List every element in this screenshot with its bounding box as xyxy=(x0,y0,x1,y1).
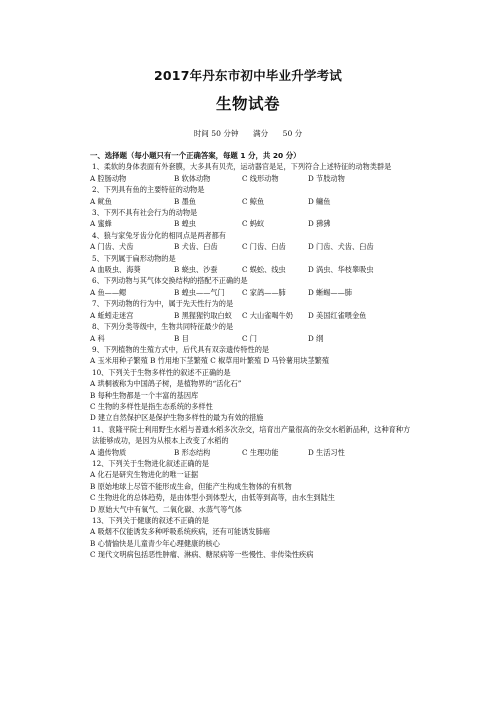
option-b: B 黑猩猩钓取白蚁 xyxy=(174,310,232,320)
option-b: B 心情愉快是儿童青少年心理健康的核心 xyxy=(90,538,220,548)
question-stem: 3、下列不具有社会行为的动物是 xyxy=(92,208,198,218)
option-d: D 狒狒 xyxy=(308,219,331,229)
option-a: A 蚯蚓走迷宫 xyxy=(90,310,134,320)
question-stem: 7、下列动物的行为中，属于先天性行为的是 xyxy=(92,299,234,309)
option-a: A 玉米用种子繁殖 xyxy=(90,356,148,366)
question-options xyxy=(86,310,416,321)
question-options xyxy=(86,196,416,207)
option-c: C 生物进化的总体趋势，是由体型小到体型大，由低等到高等，由水生到陆生 xyxy=(90,493,335,503)
option-a: A 腔肠动物 xyxy=(90,173,127,183)
option-a: A 科 xyxy=(90,333,105,343)
option-c: C 蚂蚁 xyxy=(242,219,265,229)
option-c: C 家鸽——肺 xyxy=(242,287,286,297)
option-d: D 涡虫、华枝睾吸虫 xyxy=(308,265,374,275)
question-stem: 12、下列关于生物进化叙述正确的是 xyxy=(92,458,209,468)
option-c: C 门齿、臼齿 xyxy=(242,242,286,252)
option-d: D 原始大气中有氧气、二氧化碳、水蒸气等气体 xyxy=(90,504,242,514)
option-a: A 遗传物质 xyxy=(90,447,127,457)
option-d: D 门齿、犬齿、臼齿 xyxy=(308,242,374,252)
option-c: C 现代文明病包括恶性肿瘤、淋病、糖尿病等一些慢性、非传染性疾病 xyxy=(90,550,314,560)
option-d: D 生活习性 xyxy=(308,447,345,457)
option-d: D 美国红雀喂金鱼 xyxy=(308,310,367,320)
exam-time: 时间 50 分钟 xyxy=(193,129,239,138)
exam-meta xyxy=(0,128,496,139)
question-stem: 5、下列属于扁形动物的是 xyxy=(92,253,176,263)
option-b: B 蝗虫——气门 xyxy=(174,287,225,297)
option-c: C 鲸鱼 xyxy=(242,196,265,206)
question-options xyxy=(86,173,416,184)
option-d: D 建立自然保护区是保护生物多样性的最为有效的措施 xyxy=(90,413,264,423)
option-a: A 珙桐被称为中国鸽子树，是植物界的“活化石” xyxy=(90,379,242,389)
option-b: B 形态结构 xyxy=(174,447,211,457)
question-options xyxy=(86,264,416,275)
exam-subtitle: 生物试卷 xyxy=(215,95,280,113)
option-a: A 吸烟不仅能诱发多种呼吸系统疾病，还有可能诱发肺癌 xyxy=(90,527,270,537)
option-c: C 大山雀喝牛奶 xyxy=(242,310,293,320)
question-stem: 10、下列关于生物多样性的叙述不正确的是 xyxy=(92,367,231,377)
option-d: D 纲 xyxy=(308,333,324,343)
option-d: D 节肢动物 xyxy=(308,173,345,183)
question-stem: 6、下列动物与其气体交换结构的搭配不正确的是 xyxy=(92,276,248,286)
question-options xyxy=(86,355,416,366)
option-c: C 蜈蚣、线虫 xyxy=(242,265,286,275)
option-d: D 鳙鱼 xyxy=(308,196,331,206)
question-options xyxy=(86,447,416,458)
question-options xyxy=(86,241,416,252)
option-b: B 每种生物都是一个丰富的基因库 xyxy=(90,390,199,400)
section-heading: 一、选择题（每小题只有一个正确答案，每题 1 分，共 20 分） xyxy=(90,151,301,160)
option-b: B 原始地球上尽管不能形成生命，但能产生构成生物体的有机物 xyxy=(90,481,292,491)
option-c: C 生物的多样性是指生态系统的多样性 xyxy=(90,401,213,411)
exam-body xyxy=(86,150,416,561)
question-stem: 11、袁隆平院士利用野生水稻与普通水稻多次杂交，培育出产量很高的杂交水稻新品种，这种育种方法能够成功，是因为从根本上改变了水稻的 xyxy=(92,424,411,446)
question-options xyxy=(86,218,416,229)
option-a: A 门齿、犬齿 xyxy=(90,242,134,252)
option-c: C 椒草用叶繁殖 xyxy=(210,356,262,366)
question-stem: 9、下列植物的生殖方式中，后代具有双亲遗传特性的是 xyxy=(92,344,270,354)
option-a: A 鱿鱼 xyxy=(90,196,112,206)
question-stem: 4、狼与家兔牙齿分化的相同点是两者都有 xyxy=(92,230,226,240)
question-stem: 1、柔软的身体表面有外套膜，大多具有贝壳，运动器官是足，下列符合上述特征的动物类群是 xyxy=(92,162,392,172)
option-c: C 门 xyxy=(242,333,257,343)
option-c: C 生理功能 xyxy=(242,447,279,457)
option-b: B 竹用地下茎繁殖 xyxy=(150,356,208,366)
option-a: A 血吸虫、海葵 xyxy=(90,265,141,275)
question-options xyxy=(86,333,416,344)
question-stem: 8、下列分类等级中，生物共同特征最少的是 xyxy=(92,322,234,332)
option-b: B 墨鱼 xyxy=(174,196,196,206)
exam-score-label: 满分 xyxy=(253,129,269,138)
option-b: B 蝗虫 xyxy=(174,219,196,229)
option-a: A 化石是研究生物进化的唯一证据 xyxy=(90,470,199,480)
option-d: D 马铃薯用块茎繁殖 xyxy=(263,356,330,366)
question-stem: 13、下列关于健康的叙述不正确的是 xyxy=(92,516,209,525)
option-b: B 软体动物 xyxy=(174,173,211,183)
question-options xyxy=(86,287,416,298)
option-b: B 目 xyxy=(174,333,189,343)
exam-title: 2017年丹东市初中毕业升学考试 xyxy=(154,68,342,83)
option-b: B 犬齿、臼齿 xyxy=(174,242,218,252)
option-d: D 蜥蜴——肺 xyxy=(308,287,352,297)
option-b: B 蛲虫、沙蚕 xyxy=(174,265,218,275)
option-c: C 线形动物 xyxy=(242,173,279,183)
exam-score-value: 50 分 xyxy=(282,129,303,138)
question-stem: 2、下列具有鱼的主要特征的动物是 xyxy=(92,185,205,195)
option-a: A 鱼——鳃 xyxy=(90,287,127,297)
option-a: A 蜜蜂 xyxy=(90,219,112,229)
